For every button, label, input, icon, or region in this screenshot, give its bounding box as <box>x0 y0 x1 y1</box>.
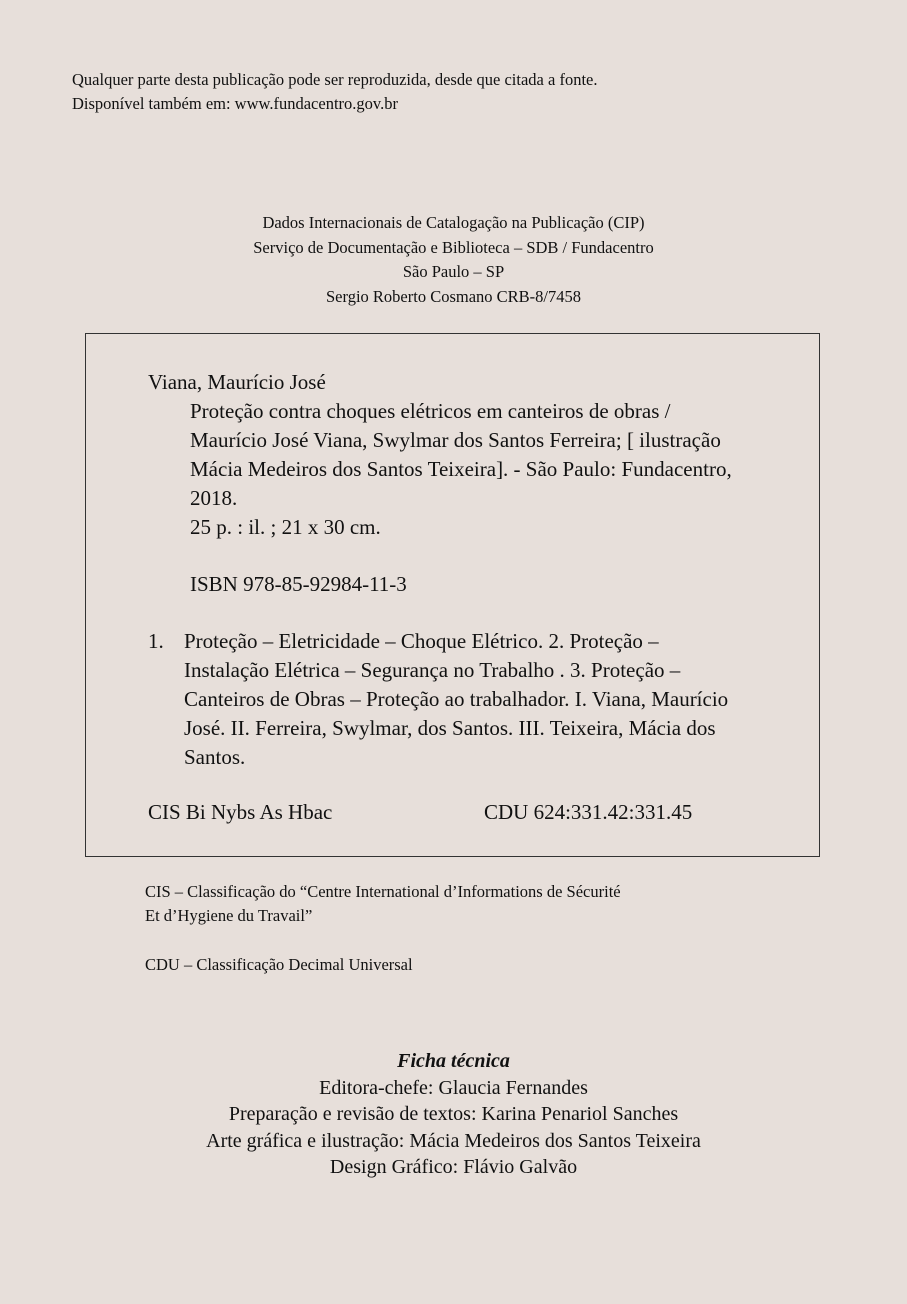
notice-line: Qualquer parte desta publicação pode ser reproduzida, desde que citada a fonte. <box>72 70 598 89</box>
catalog-cdu-code: CDU 624:331.42:331.45 <box>484 800 693 824</box>
technical-sheet-title: Ficha técnica <box>397 1050 510 1072</box>
catalog-subject-line: José. II. Ferreira, Swylmar, dos Santos. III. Teixeira, Mácia dos <box>184 716 716 740</box>
catalog-title-line: 2018. <box>190 486 238 510</box>
catalog-title-line: Proteção contra choques elétricos em canteiros de obras / <box>190 399 671 423</box>
cip-service: Serviço de Documentação e Biblioteca – SDB / Fundacentro <box>253 237 654 257</box>
availability-line: Disponível também em: www.fundacentro.gov.br <box>72 94 398 113</box>
catalog-cis-code: CIS Bi Nybs As Hbac <box>148 800 333 824</box>
catalog-subject-line: Canteiros de Obras – Proteção ao trabalhador. I. Viana, Maurício <box>184 687 729 711</box>
catalog-subjects-number: 1. <box>148 629 164 653</box>
art-credit: Arte gráfica e ilustração: Mácia Medeiros dos Santos Teixeira <box>206 1129 701 1152</box>
technical-sheet <box>0 1048 907 1181</box>
catalog-physical-description: 25 p. : il. ; 21 x 30 cm. <box>190 515 381 539</box>
catalog-isbn: ISBN 978-85-92984-11-3 <box>190 572 407 596</box>
catalog-title-line: Mácia Medeiros dos Santos Teixeira]. - São Paulo: Fundacentro, <box>190 457 732 481</box>
cis-definition <box>145 880 621 928</box>
catalog-title-line: Maurício José Viana, Swylmar dos Santos Ferreira; [ ilustração <box>190 428 721 452</box>
revision-credit: Preparação e revisão de textos: Karina Penariol Sanches <box>228 1103 679 1125</box>
cip-header <box>0 211 907 309</box>
cip-title: Dados Internacionais de Catalogação na Publicação (CIP) <box>262 213 645 232</box>
editor-credit: Editora-chefe: Glaucia Fernandes <box>319 1076 588 1099</box>
cip-librarian: Sergio Roberto Cosmano CRB-8/7458 <box>326 286 581 306</box>
catalog-subject-line: Proteção – Eletricidade – Choque Elétrico. 2. Proteção – <box>184 629 659 653</box>
reproduction-notice <box>72 68 597 116</box>
cip-location: São Paulo – SP <box>402 262 505 281</box>
cdu-definition-line: CDU – Classificação Decimal Universal <box>145 955 413 974</box>
catalog-author: Viana, Maurício José <box>148 370 326 394</box>
cdu-definition <box>145 953 413 977</box>
cis-definition-line: Et d’Hygiene du Travail” <box>145 906 313 925</box>
catalog-card <box>85 333 820 857</box>
design-credit: Design Gráfico: Flávio Galvão <box>329 1156 578 1178</box>
catalog-subject-line: Instalação Elétrica – Segurança no Trabalho . 3. Proteção – <box>184 658 681 682</box>
cis-definition-line: CIS – Classificação do “Centre International d’Informations de Sécurité <box>145 882 621 901</box>
catalog-subject-line: Santos. <box>184 745 246 769</box>
